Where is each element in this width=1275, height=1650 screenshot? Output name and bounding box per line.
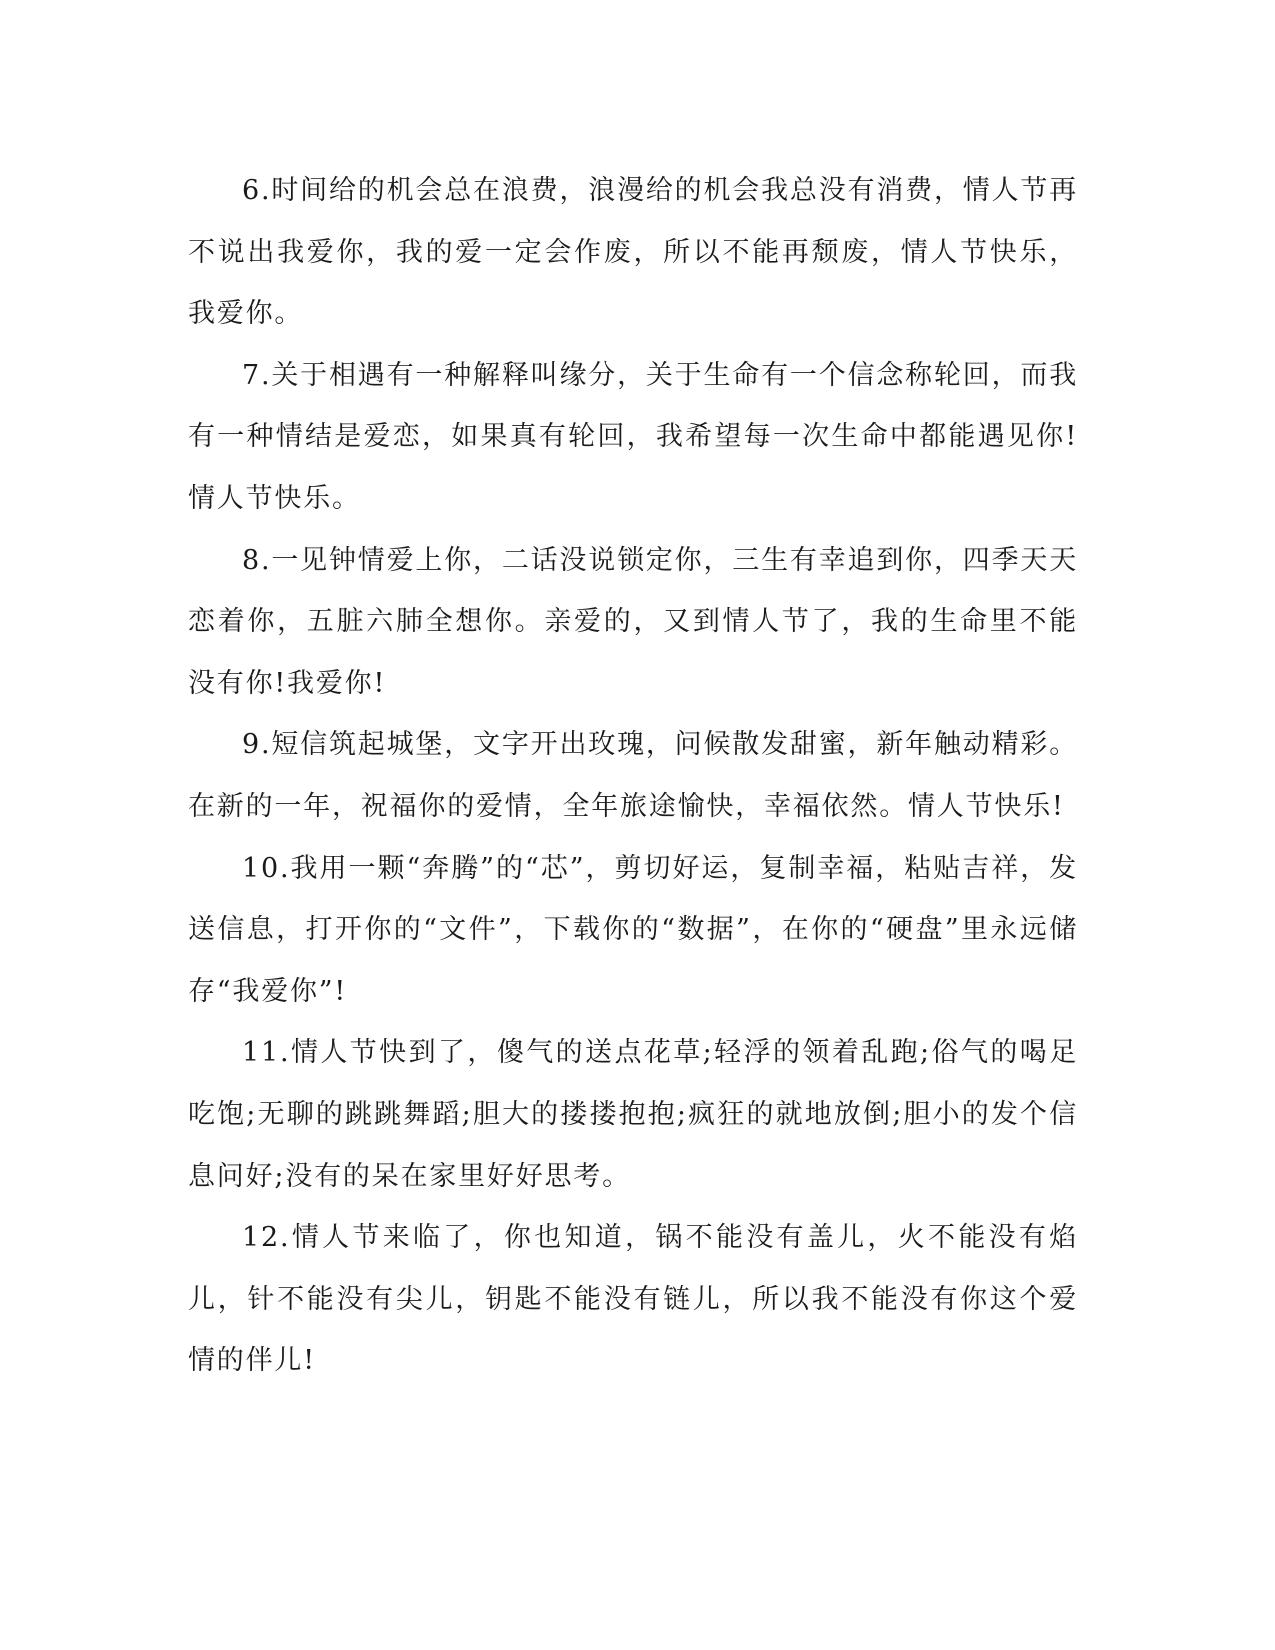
paragraph-11: 11.情人节快到了，傻气的送点花草;轻浮的领着乱跑;俗气的喝足吃饱;无聊的跳跳舞蹈;胆大的搂搂抱抱;疯狂的就地放倒;胆小的发个信息问好;没有的呆在家里好好思考。 [188, 1037, 1078, 1192]
paragraph-8: 8.一见钟情爱上你，二话没说锁定你，三生有幸追到你，四季天天恋着你，五脏六肺全想你。亲爱的，又到情人节了，我的生命里不能没有你!我爱你! [188, 544, 1078, 699]
paragraph-12: 12.情人节来临了，你也知道，锅不能没有盖儿，火不能没有焰儿，针不能没有尖儿，钥匙不能没有链儿，所以我不能没有你这个爱情的伴儿! [188, 1222, 1078, 1377]
paragraph-9: 9.短信筑起城堡，文字开出玫瑰，问候散发甜蜜，新年触动精彩。在新的一年，祝福你的爱情，全年旅途愉快，幸福依然。情人节快乐! [188, 729, 1078, 822]
paragraph-6: 6.时间给的机会总在浪费，浪漫给的机会我总没有消费，情人节再不说出我爱你，我的爱一定会作废，所以不能再颓废，情人节快乐，我爱你。 [188, 175, 1078, 330]
paragraph-10: 10.我用一颗“奔腾”的“芯”，剪切好运，复制幸福，粘贴吉祥，发送信息，打开你的“文件”，下载你的“数据”，在你的“硬盘”里永远储存“我爱你”! [188, 852, 1078, 1007]
document-body [188, 160, 1078, 1392]
paragraph-7: 7.关于相遇有一种解释叫缘分，关于生命有一个信念称轮回，而我有一种情结是爱恋，如果真有轮回，我希望每一次生命中都能遇见你!情人节快乐。 [188, 359, 1078, 514]
